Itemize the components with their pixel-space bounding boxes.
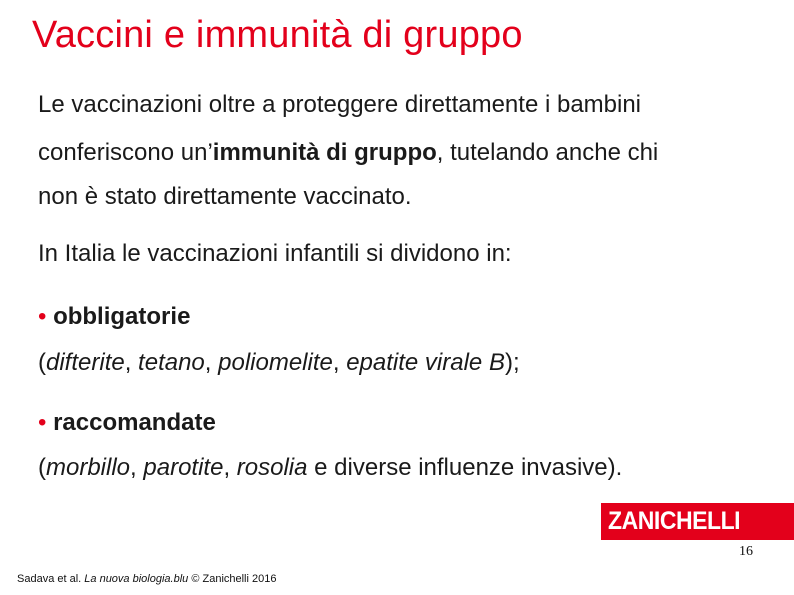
recommended-diseases xyxy=(38,454,622,482)
intro-line-2-post: , tutelando anche chi xyxy=(436,139,659,166)
paren-close: ); xyxy=(504,349,520,376)
zanichelli-logo xyxy=(601,503,794,540)
disease-difterite: difterite xyxy=(46,349,125,376)
credit-line xyxy=(17,573,276,585)
intro-line-3: non è stato direttamente vaccinato. xyxy=(38,183,412,210)
separator: , xyxy=(130,454,144,481)
disease-epatite: epatite virale B xyxy=(346,349,505,376)
mandatory-heading xyxy=(38,303,190,331)
disease-morbillo: morbillo xyxy=(46,454,131,481)
mandatory-label: obbligatorie xyxy=(53,303,191,330)
disease-poliomelite: poliomelite xyxy=(218,349,333,376)
paren-open: ( xyxy=(38,454,46,481)
separator: , xyxy=(223,454,237,481)
division-text: In Italia le vaccinazioni infantili si dividono in: xyxy=(38,240,512,267)
intro-line-1: Le vaccinazioni oltre a proteggere direttamente i bambini xyxy=(38,91,642,118)
separator: , xyxy=(204,349,219,376)
mandatory-diseases xyxy=(38,349,520,377)
bullet-recommended: • xyxy=(38,409,47,436)
recommended-rest: e diverse influenze invasive). xyxy=(307,454,623,481)
separator: , xyxy=(332,349,347,376)
credit-book: La nuova biologia.blu xyxy=(84,573,189,585)
credit-publisher: © Zanichelli 2016 xyxy=(188,573,277,585)
intro-line-2 xyxy=(38,139,658,167)
slide-title: Vaccini e immunità di gruppo xyxy=(32,14,523,56)
disease-rosolia: rosolia xyxy=(236,454,308,481)
paren-open: ( xyxy=(38,349,46,376)
bullet-mandatory: • xyxy=(38,303,47,330)
disease-parotite: parotite xyxy=(143,454,224,481)
intro-line-2-pre: conferiscono un’ xyxy=(38,139,213,166)
disease-tetano: tetano xyxy=(138,349,205,376)
recommended-label: raccomandate xyxy=(53,409,216,436)
page-number: 16 xyxy=(739,544,753,559)
herd-immunity-term: immunità di gruppo xyxy=(212,139,437,166)
separator: , xyxy=(124,349,139,376)
credit-authors: Sadava et al. xyxy=(17,573,85,585)
recommended-heading xyxy=(38,409,216,437)
logo-text: ZANICHELLI xyxy=(608,507,741,535)
